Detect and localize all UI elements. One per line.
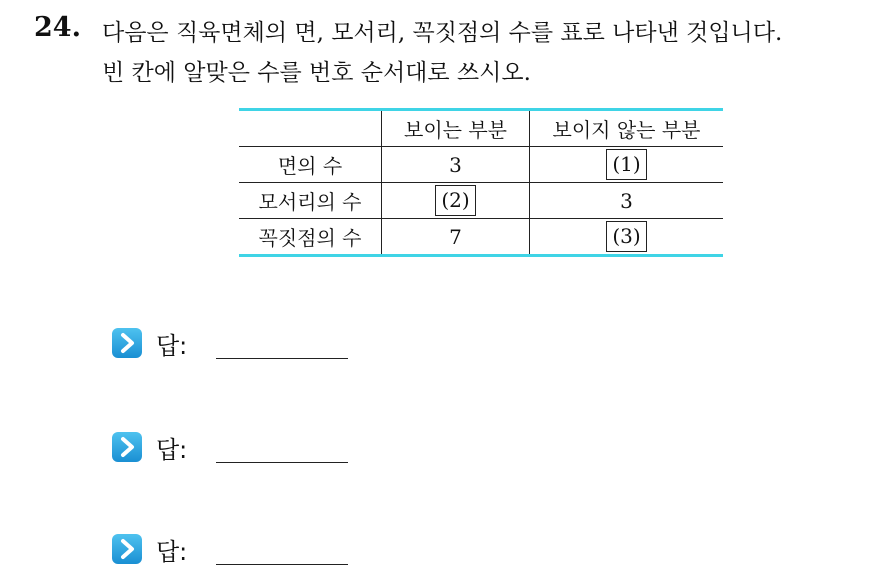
row-label: 꼭짓점의 수 [239, 219, 382, 256]
blank-box-3: (3) [606, 221, 646, 252]
blank-box-2: (2) [435, 185, 475, 216]
data-table [239, 108, 723, 257]
answer-blank-line[interactable] [216, 564, 348, 565]
table-header-hidden: 보이지 않는 부분 [530, 110, 724, 147]
table-row [239, 183, 723, 219]
chevron-right-icon [112, 534, 142, 564]
answer-blank-line[interactable] [216, 462, 348, 463]
row-label: 모서리의 수 [239, 183, 382, 219]
blank-box-1: (1) [606, 149, 646, 180]
answer-blank-line[interactable] [216, 358, 348, 359]
chevron-right-icon [112, 328, 142, 358]
answer-label: 답: [156, 332, 188, 360]
cell-visible [382, 183, 530, 219]
question-text-line-1: 다음은 직육면체의 면, 모서리, 꼭짓점의 수를 표로 나타낸 것입니다. [102, 20, 783, 46]
question-text-line-2: 빈 칸에 알맞은 수를 번호 순서대로 쓰시오. [102, 60, 531, 86]
answer-label: 답: [156, 538, 188, 566]
chevron-right-icon [112, 432, 142, 462]
table-header-row [239, 110, 723, 147]
cell-visible: 3 [382, 147, 530, 183]
cell-visible: 7 [382, 219, 530, 256]
table-header-visible: 보이는 부분 [382, 110, 530, 147]
cell-hidden [530, 219, 724, 256]
answer-label: 답: [156, 436, 188, 464]
cell-hidden: 3 [530, 183, 724, 219]
row-label: 면의 수 [239, 147, 382, 183]
table-row [239, 219, 723, 256]
table-header-empty [239, 110, 382, 147]
cell-hidden [530, 147, 724, 183]
question-number: 24. [34, 12, 81, 43]
table-row [239, 147, 723, 183]
